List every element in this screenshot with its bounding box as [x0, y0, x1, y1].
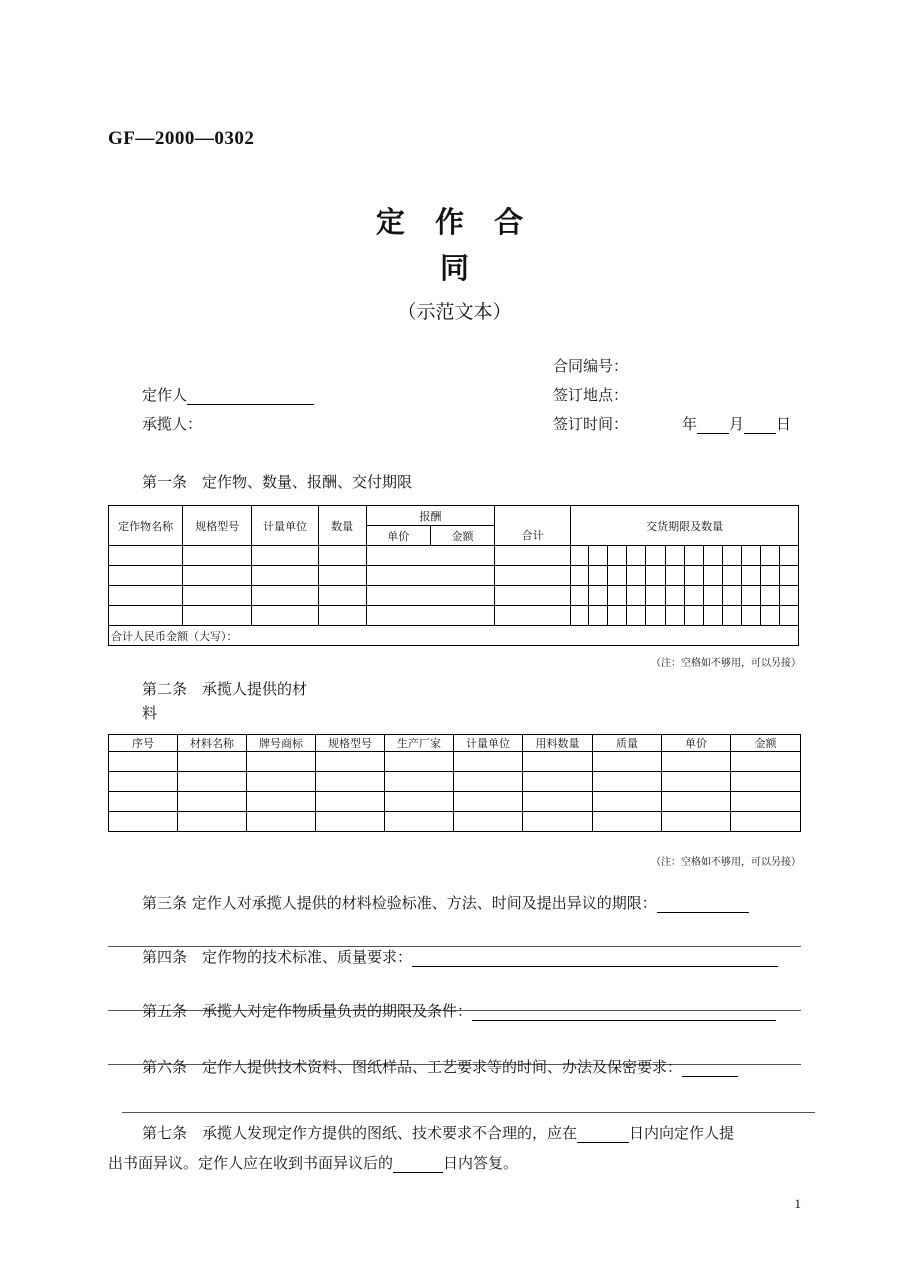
col-header: 金额: [731, 735, 801, 752]
table-note-2: （注：空格如不够用，可以另接）: [651, 857, 801, 868]
article-6-text: 第六条 定作人提供技术资料、图纸样品、工艺要求等的时间、办法及保密要求：: [142, 1058, 683, 1076]
article-1-table: [108, 505, 799, 646]
article-2-table: [108, 734, 801, 832]
table-note: （注：空格如不够用，可以另接）: [651, 658, 801, 669]
header-unit-price: 单价: [366, 526, 430, 546]
table-row: [109, 606, 799, 626]
document-code: GF—2000—0302: [108, 128, 255, 149]
table-row: [109, 792, 801, 812]
contractor-label: 承揽人：: [142, 415, 203, 433]
sign-time-label: 签订时间：: [553, 415, 629, 433]
header-amount: 金额: [430, 526, 494, 546]
orderer-field: [142, 384, 314, 405]
contract-number-label: 合同编号：: [553, 357, 629, 375]
article-7-text: 日内答复。: [443, 1154, 519, 1172]
header-delivery: 交货期限及数量: [571, 506, 799, 546]
month-blank: [697, 417, 729, 434]
orderer-underline: [187, 388, 314, 405]
article-7-line1: [142, 1122, 734, 1143]
article-5: [142, 1000, 776, 1021]
table-row: [109, 752, 801, 772]
article-2-title: 第二条 承揽人提供的材: [142, 680, 308, 698]
document-subtitle: （示范文本）: [397, 301, 512, 323]
header-unit: 计量单位: [252, 506, 318, 546]
col-header: 生产厂家: [385, 735, 454, 752]
article-6: [142, 1056, 738, 1077]
col-header: 牌号商标: [247, 735, 316, 752]
document-title-continued: 同: [439, 251, 469, 285]
header-total: 合计: [495, 526, 571, 546]
divider-line: [122, 1112, 815, 1113]
header-reward: 报酬: [366, 506, 494, 526]
col-header: 材料名称: [178, 735, 247, 752]
article-7-line2: [108, 1152, 518, 1173]
article-3: [142, 892, 749, 913]
article-2-title-continued: 料: [142, 704, 158, 722]
day-blank: [744, 417, 776, 434]
article-6-blank: [682, 1060, 738, 1077]
header-item-name: 定作物名称: [109, 506, 183, 546]
col-header: 质量: [593, 735, 662, 752]
article-3-blank: [657, 896, 749, 913]
table-row: [109, 772, 801, 792]
col-header: 序号: [109, 735, 178, 752]
article-4-blank: [412, 950, 778, 967]
article-7-text: 出书面异议。定作人应在收到书面异议后的: [108, 1154, 394, 1172]
header-spec: 规格型号: [183, 506, 252, 546]
article-1-title: 第一条 定作物、数量、报酬、交付期限: [142, 473, 413, 491]
sign-time-field: [553, 413, 791, 434]
page-number: 1: [794, 1196, 801, 1211]
article-7-text: 第七条 承揽人发现定作方提供的图纸、技术要求不合理的，应在: [142, 1124, 578, 1142]
sign-place-label: 签订地点：: [553, 386, 629, 404]
table-row: [109, 546, 799, 566]
col-header: 用料数量: [523, 735, 593, 752]
header-qty: 数量: [318, 506, 366, 546]
col-header: 单价: [662, 735, 731, 752]
day-label: 日: [776, 415, 792, 433]
article-3-text: 第三条 定作人对承揽人提供的材料检验标准、方法、时间及提出异议的期限：: [142, 894, 657, 912]
article-4: [142, 946, 778, 967]
document-title: 定 作 合: [375, 205, 534, 239]
article-7-blank-2: [393, 1156, 443, 1173]
article-4-text: 第四条 定作物的技术标准、质量要求：: [142, 948, 413, 966]
col-header: 计量单位: [454, 735, 523, 752]
month-label: 月: [729, 415, 745, 433]
article-5-blank: [472, 1004, 776, 1021]
orderer-label: 定作人: [142, 386, 188, 404]
table-row: [109, 566, 799, 586]
article-5-text: 第五条 承揽人对定作物质量负责的期限及条件：: [142, 1002, 473, 1020]
year-label: 年: [682, 415, 698, 433]
article-7-text: 日内向定作人提: [629, 1124, 735, 1142]
table-row: [109, 586, 799, 606]
col-header: 规格型号: [316, 735, 385, 752]
table-row: [109, 812, 801, 832]
total-amount-row: 合计人民币金额（大写）：: [109, 626, 799, 646]
article-7-blank-1: [577, 1126, 629, 1143]
